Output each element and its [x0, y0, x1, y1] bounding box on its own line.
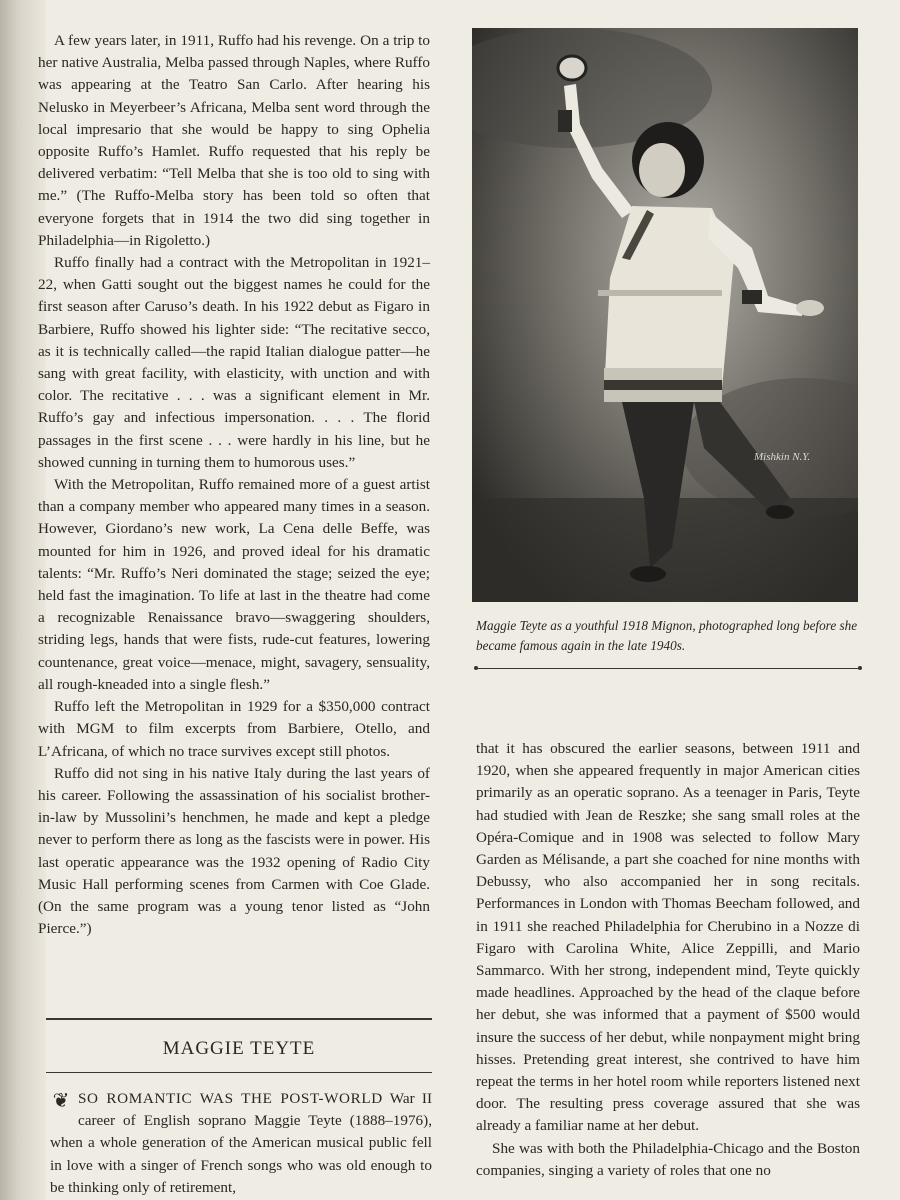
paragraph: that it has obscured the earlier seasons, between 1911 and 1920, when she appeared frequently in major American cities primarily as an operatic soprano. As a teenager in Paris, Teyte had studied with Jean de Reszke; she sang small roles at the Opéra-Comique and in 1908 was selected to follow Mary Garden as Mélisande, a part she coached for nine months with Debussy, who also accompanied her in song recitals. Performances in London with Thomas Beecham followed, and in 1911 she reached Philadelphia for Cherubino in a Nozze di Figaro with Carolina White, Alice Zeppilli, and Mario Sammarco. With her strong, independent mind, Teyte quickly made headlines. Approached by the head of the claque before her debut, she was informed that a payment of $500 would insure the success of her debut, while nonpayment might bring hisses. Pretending great interest, she contrived to have him repeat the terms in her hotel room while reporters listened next door. The resulting press coverage assured that she was already a familiar name at her debut. — [476, 740, 860, 1135]
opening-caps: SO ROMANTIC WAS THE POST-WORLD — [78, 1090, 383, 1107]
fleuron-icon: ❦ — [52, 1090, 70, 1112]
paragraph: She was with both the Philadelphia-Chicago and the Boston companies, singing a variety of roles that one no — [476, 1139, 860, 1179]
photo-caption: Maggie Teyte as a youthful 1918 Mignon, photographed long before she became famous again in the late 1940s. — [476, 618, 858, 653]
studio-signature: Mishkin N.Y. — [754, 451, 811, 463]
section-title: MAGGIE TEYTE — [162, 1038, 316, 1059]
paragraph: A few years later, in 1911, Ruffo had his revenge. On a trip to her native Australia, Melba passed through Naples, where Ruffo was appearing at the Teatro San Carlo. After hearing his Nelusko in Meyerbeer’s Africana, Melba sent word through the local impresario that she would be happy to sing Ophelia opposite Ruffo’s Hamlet. Ruffo requested that his reply be delivered verbatim: “Tell Melba that she is too old to sing with me.” (The Ruffo-Melba story has been told so often that everyone forgets that in 1914 the two did sing together in Philadelphia—in Rigoletto.) — [38, 32, 430, 249]
left-text-column — [38, 30, 430, 940]
portrait-photo — [472, 28, 858, 602]
paragraph: Ruffo did not sing in his native Italy during the last years of his career. Following the assassination of his socialist brother-in-law by Mussolini’s henchmen, he made and kept a pledge never to perform there as long as the fascists were in power. His last operatic appearance was the 1932 opening of Radio City Music Hall performing scenes from Carmen with Coe Glade. (On the same program was a young tenor listed as “John Pierce.”) — [38, 764, 430, 938]
section-rule-top — [46, 1018, 432, 1020]
opening-text: War II career of English soprano Maggie Teyte (1888–1976), when a whole generation of the American musical public fell in love with a singer of French songs who was old enough to be thinking only of retirement, — [50, 1090, 432, 1196]
right-text-column — [476, 738, 860, 1182]
section-rule-bottom — [46, 1072, 432, 1073]
paragraph: With the Metropolitan, Ruffo remained more of a guest artist than a company member who appeared many times in a season. However, Giordano’s new work, La Cena delle Beffe, was mounted for him in 1926, and proved ideal for his dramatic talents: “Mr. Ruffo’s Neri dominated the stage; seized the eye; held fast the imagination. To life at last in the theatre had come a recognizable Renaissance bravo—swaggering shoulders, striding legs, hands that were fists, rude-cut features, lowering countenance, great voice—menace, might, savagery, sensuality, all rough-kneaded into a single flesh.” — [38, 476, 430, 693]
section-opening — [50, 1088, 432, 1199]
paragraph: Ruffo left the Metropolitan in 1929 for a $350,000 contract with MGM to film excerpts from Barbiere, Otello, and L’Africana, of which no trace survives except still photos. — [38, 698, 430, 760]
photo-illustration — [472, 28, 858, 602]
paragraph: Ruffo finally had a contract with the Metropolitan in 1921–22, when Gatti sought out the biggest names he could for the first season after Caruso’s death. In his 1922 debut as Figaro in Barbiere, Ruffo showed his lighter side: “The recitative secco, as it is technically called—the rapid Italian dialogue patter—he sang with great facility, with elasticity, with unction and with color. The recitative . . . was a significant element in Mr. Ruffo’s gay and infectious impersonation. . . . The florid passages in the first scene . . . were hardly in his line, but he showed cunning in turning them to humorous uses.” — [38, 254, 430, 471]
caption-rule — [476, 668, 860, 669]
